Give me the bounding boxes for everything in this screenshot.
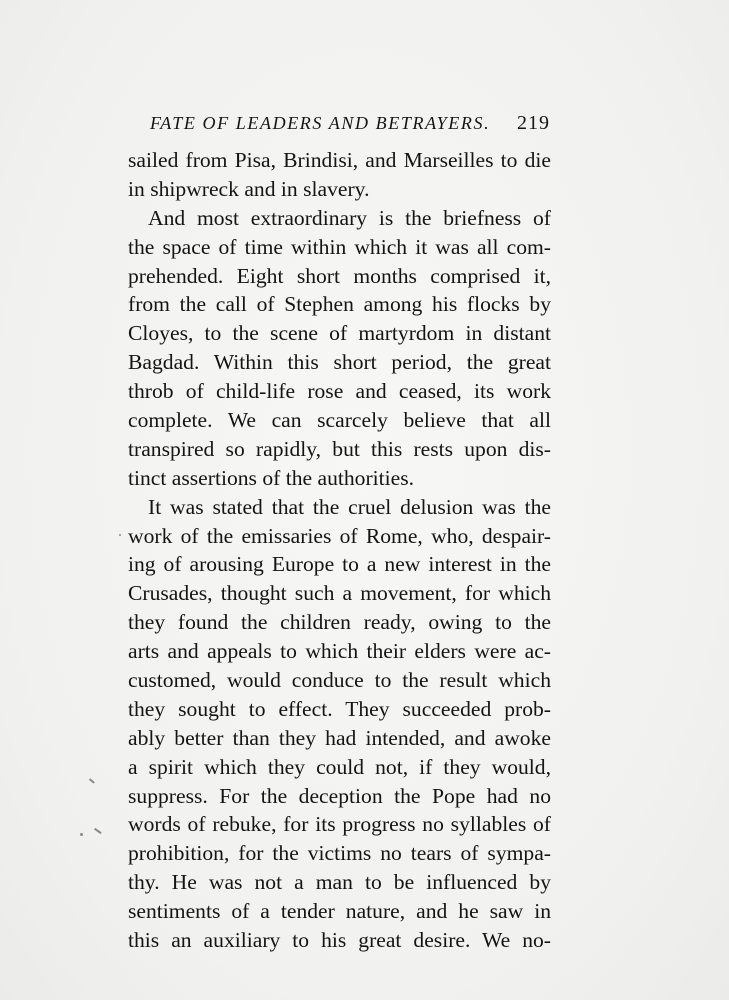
- margin-speck: [119, 534, 121, 536]
- text-line: ably better than they had intended, and awoke: [128, 725, 551, 750]
- text-line: ing of arousing Europe to a new interest in the: [128, 552, 551, 577]
- text-line: It was stated that the cruel delusion was the: [148, 494, 551, 519]
- text-line: Cloyes, to the scene of martyrdom in distant: [128, 321, 551, 346]
- text-line: transpired so rapidly, but this rests upon dis-: [128, 436, 551, 461]
- text-line: And most extraordinary is the briefness of: [148, 205, 551, 230]
- text-line: they sought to effect. They succeeded prob-: [128, 696, 551, 721]
- text-line: the space of time within which it was all com-: [128, 234, 551, 259]
- body-text: [128, 146, 551, 955]
- text-line: words of rebuke, for its progress no syllables of: [128, 812, 551, 837]
- text-line: work of the emissaries of Rome, who, despair-: [128, 523, 551, 548]
- margin-speck: [80, 833, 83, 836]
- text-line: Crusades, thought such a movement, for which: [128, 581, 551, 606]
- running-head: [150, 108, 550, 138]
- text-line: customed, would conduce to the result which: [128, 668, 551, 693]
- text-line: throb of child-life rose and ceased, its work: [128, 379, 551, 404]
- page-number: 219: [517, 112, 550, 134]
- text-line: prehended. Eight short months comprised it,: [128, 263, 551, 288]
- margin-speck: [94, 828, 101, 834]
- text-line: this an auxiliary to his great desire. We no-: [128, 928, 551, 953]
- text-line: thy. He was not a man to be influenced by: [128, 870, 551, 895]
- text-line: sentiments of a tender nature, and he saw in: [128, 899, 551, 924]
- text-line: tinct assertions of the authorities.: [128, 465, 415, 490]
- text-line: suppress. For the deception the Pope had no: [128, 783, 551, 808]
- text-line: from the call of Stephen among his flocks by: [128, 292, 551, 317]
- running-title: FATE OF LEADERS AND BETRAYERS.: [150, 113, 491, 133]
- text-line: complete. We can scarcely believe that all: [128, 408, 551, 433]
- text-line: in shipwreck and in slavery.: [128, 176, 370, 201]
- text-line: Bagdad. Within this short period, the great: [128, 350, 551, 375]
- text-line: sailed from Pisa, Brindisi, and Marseilles to die: [128, 148, 551, 172]
- text-line: a spirit which they could not, if they would,: [128, 754, 551, 779]
- text-line: they found the children ready, owing to the: [128, 610, 551, 635]
- text-line: prohibition, for the victims no tears of sympa-: [128, 841, 551, 866]
- text-line: arts and appeals to which their elders were ac-: [128, 639, 551, 664]
- margin-speck: [89, 778, 95, 783]
